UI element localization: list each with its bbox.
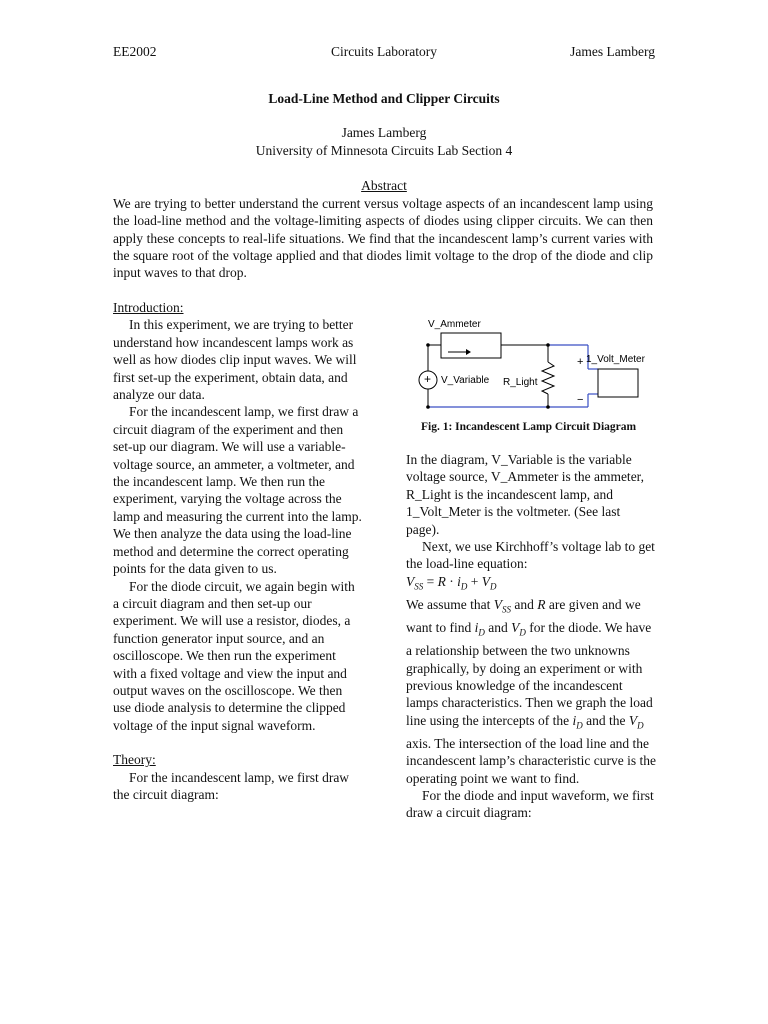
- ammeter-box: [441, 333, 501, 358]
- intro-paragraph-2: For the incandescent lamp, we first draw a circuit diagram of the experiment and then set-up our diagram. We will use a variable- voltage source, an ammeter, a voltmeter, and the incandescent lamp. We then run the experiment, varying the voltage across the lamp and measuring the current into the lamp. We then analyze the data using the load-line method and determine the correct operating points for the data given to us.: [113, 404, 362, 577]
- load-line-equation: $V_{SS} = R \cdot i_D + V_D$: [406, 573, 497, 592]
- intro-paragraph-1: In this experiment, we are trying to better understand how incandescent lamps work as well as how diodes clip input waves. We will first set-up the experiment, obtain data, and analyze our data.: [113, 317, 357, 403]
- header-lab: Circuits Laboratory: [330, 44, 438, 59]
- right-paragraph-4: For the diode and input waveform, we first draw a circuit diagram:: [406, 788, 654, 821]
- right-paragraph-2: Next, we use Kirchhoff’s voltage lab to get the load-line equation:: [406, 539, 655, 572]
- node-dot: [546, 405, 550, 409]
- paper-affiliation: University of Minnesota Circuits Lab Section 4: [255, 143, 513, 158]
- abstract-text: We are trying to better understand the current versus voltage aspects of an incandescent lamp using the load-line method and the voltage-limiting aspects of diodes using clipper circuits. We can then apply these concepts to real-life situations. We find that the incandescent lamp’s current varies with the square root of the voltage applied and that diodes limit voltage to the drop of the diode and clip input waves to that drop.: [113, 196, 653, 281]
- abstract-heading: Abstract: [361, 178, 407, 193]
- p3-c: are given and we want to find: [406, 596, 641, 636]
- p3-d: and: [488, 620, 508, 636]
- left-column: [113, 299, 363, 803]
- label-resistor: R_Light: [503, 377, 538, 388]
- p3-e: for the diode. We have a relationship between the two unknowns graphically, by doing an experiment or with previous knowledge of the incandescent lamps characteristics. Then we graph the load line using the intercepts of the: [406, 620, 653, 728]
- resistor-symbol: [542, 362, 554, 394]
- right-column: [406, 451, 656, 822]
- voltmeter-box: [598, 369, 638, 397]
- label-meter: 1_Volt_Meter: [586, 354, 645, 365]
- right-paragraph-3: We assume that $V_{SS}$ and R are given and we want to find $i_D$ and $V_D$ for the diode. We have a relationship between the two unknowns graphically, by doing an experiment or with previous knowledge of the incandescent lamps characteristics. Then we graph the load line using the intercepts of the $i_D$ and the $V_D$ axis. The intersection of the load line and the incandescent lamp’s characteristic curve is the operating point we want to find.: [406, 596, 657, 786]
- paper-author: James Lamberg: [341, 125, 427, 140]
- introduction-heading: Introduction:: [113, 300, 184, 315]
- header-author: James Lamberg: [570, 44, 655, 59]
- figure-caption: Fig. 1: Incandescent Lamp Circuit Diagram: [421, 421, 637, 433]
- label-ammeter: V_Ammeter: [428, 319, 481, 330]
- theory-heading: Theory:: [113, 752, 156, 768]
- right-paragraph-1: In the diagram, V_Variable is the variable voltage source, V_Ammeter is the ammeter, R_Light is the incandescent lamp, and 1_Volt_Meter is the voltmeter. (See last page).: [406, 452, 645, 537]
- label-source: V_Variable: [441, 375, 490, 386]
- node-dot: [426, 343, 430, 347]
- intro-paragraph-3: For the diode circuit, we again begin with a circuit diagram and then set-up our experiment. We will use a resistor, diodes, a function generator input source, and an oscilloscope. We then run the experiment with a fixed voltage and view the input and output waves on the oscilloscope. We then use diode analysis to determine the clipped voltage of the input signal waveform.: [113, 578, 355, 733]
- p3-g: axis. The intersection of the load line and the incandescent lamp’s characteristic curve is the operating point we want to find.: [406, 735, 657, 786]
- theory-paragraph-1: For the incandescent lamp, we first draw the circuit diagram:: [113, 769, 350, 802]
- meter-minus: −: [577, 394, 584, 406]
- meter-plus: +: [577, 356, 584, 368]
- paper-title: Load-Line Method and Clipper Circuits: [268, 91, 500, 106]
- node-dot: [546, 343, 550, 347]
- p3-f: and the: [586, 712, 626, 728]
- p3-a: We assume that: [406, 596, 491, 612]
- p3-b: and: [514, 596, 534, 612]
- circuit-diagram: [408, 314, 658, 414]
- source-plus: +: [424, 372, 432, 386]
- node-dot: [426, 405, 430, 409]
- header-course: EE2002: [113, 44, 157, 59]
